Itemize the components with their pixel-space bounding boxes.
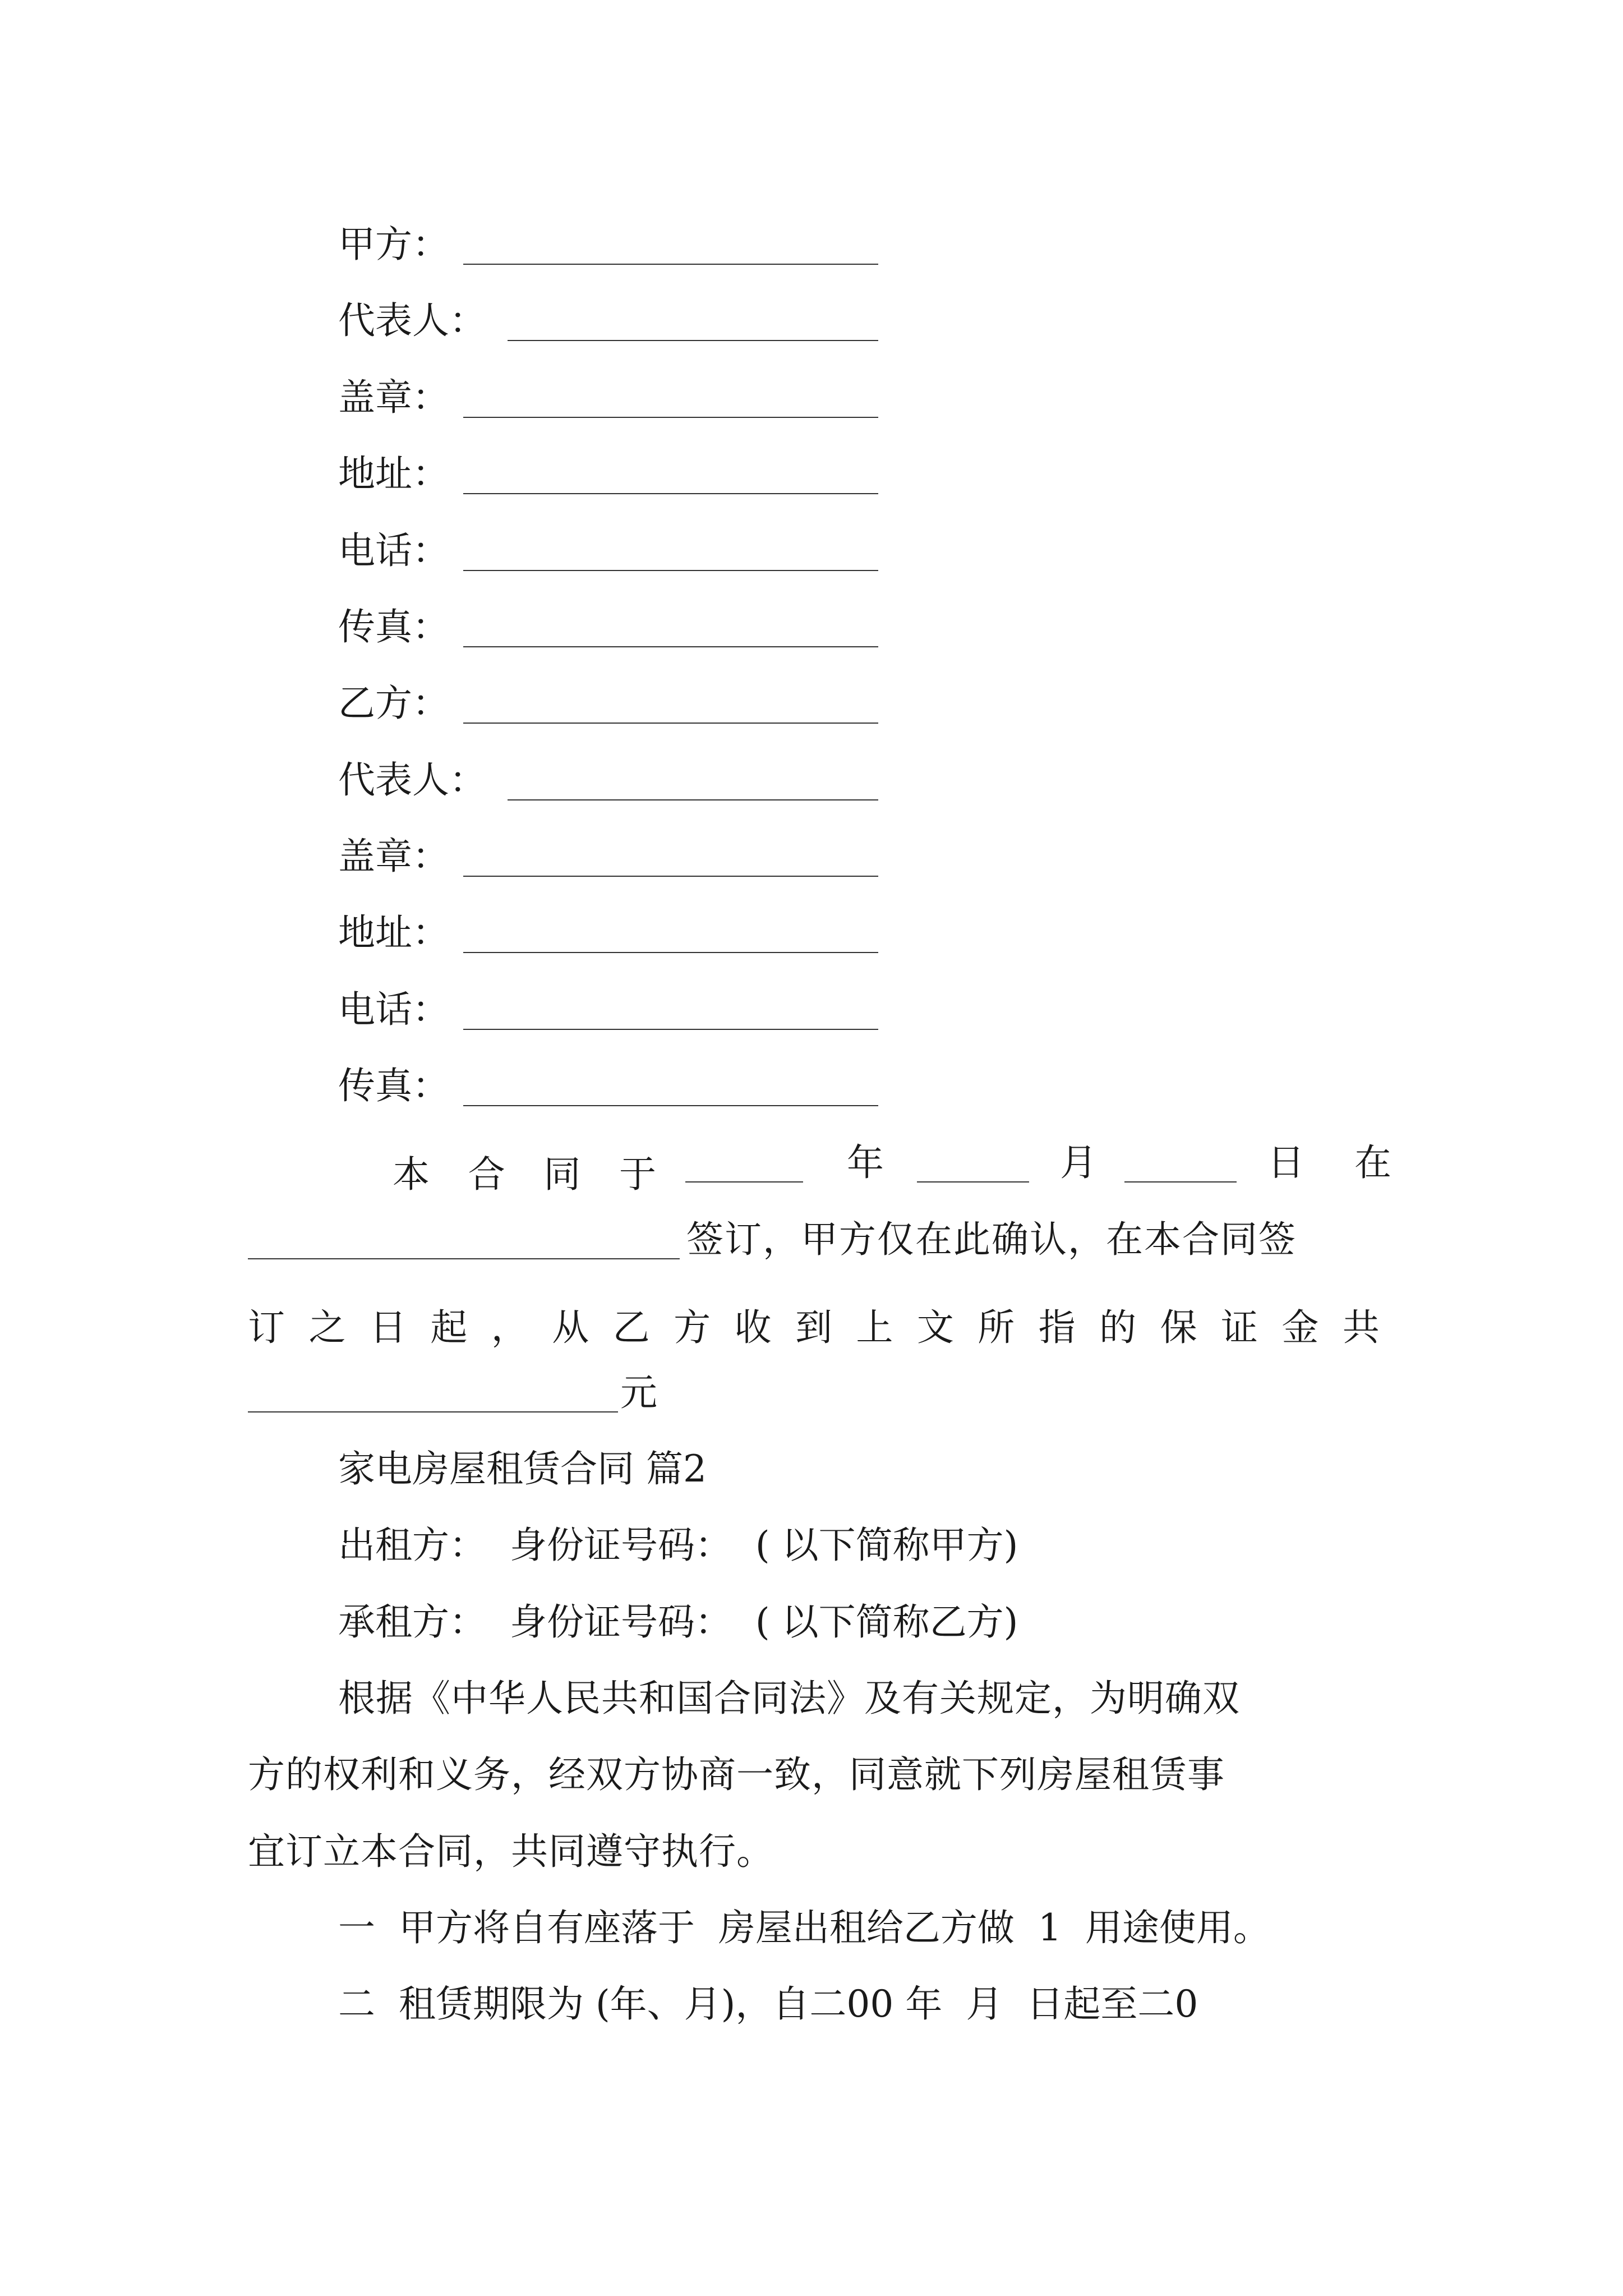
sign-at-label: 在	[1354, 1141, 1391, 1184]
lessee-line: 承租方： 身份证号码： ( 以下简称乙方)	[338, 1600, 1018, 1644]
para1-line-3: 宜订立本合同，共同遵守执行。	[248, 1830, 774, 1873]
lessor-line: 出租方： 身份证号码： ( 以下简称甲方)	[338, 1524, 1018, 1567]
signing-char: ，	[491, 1306, 528, 1349]
signing-char: 起	[430, 1306, 468, 1349]
party-a-rep-blank[interactable]	[508, 340, 878, 341]
sign-year-label: 年	[847, 1141, 884, 1184]
party-b-fax-label: 传真：	[338, 1064, 449, 1107]
signing-char: 本	[393, 1153, 430, 1196]
signing-char: 日	[369, 1306, 407, 1349]
section-2-title: 家电房屋租赁合同 篇2	[338, 1447, 707, 1490]
party-b-rep-label: 代表人：	[338, 758, 486, 802]
party-a-fax-label: 传真：	[338, 605, 449, 648]
signing-line-1-lead	[393, 1144, 656, 1198]
signing-char: 金	[1281, 1306, 1319, 1349]
para1-line-2: 方的权利和义务，经双方协商一致，同意就下列房屋租赁事	[248, 1753, 1225, 1796]
signing-char: 从	[552, 1306, 589, 1349]
party-a-fax-blank[interactable]	[463, 646, 878, 647]
party-b-fax-blank[interactable]	[463, 1105, 878, 1106]
deposit-amount-blank[interactable]	[248, 1411, 618, 1412]
clause-1: 一 甲方将自有座落于 房屋出租给乙方做 1 用途使用。	[338, 1906, 1270, 1949]
party-a-seal-label: 盖章：	[338, 376, 449, 419]
signing-char: 于	[619, 1153, 656, 1196]
signing-char: 之	[308, 1306, 346, 1349]
party-a-name-label: 甲方：	[338, 223, 449, 266]
signing-line-3	[248, 1297, 1380, 1351]
signing-char: 保	[1160, 1306, 1197, 1349]
signing-char: 的	[1099, 1306, 1137, 1349]
signing-char: 乙	[612, 1306, 650, 1349]
signing-char: 上	[856, 1306, 893, 1349]
signing-line-2-text: 签订，甲方仅在此确认，在本合同签	[686, 1218, 1297, 1261]
party-b-address-blank[interactable]	[463, 952, 878, 953]
signing-char: 共	[1342, 1306, 1380, 1349]
sign-place-blank[interactable]	[248, 1258, 680, 1259]
party-a-phone-label: 电话：	[338, 529, 449, 572]
signing-char: 证	[1221, 1306, 1258, 1349]
party-b-phone-blank[interactable]	[463, 1029, 878, 1030]
sign-day-blank[interactable]	[1124, 1181, 1237, 1182]
signing-char: 所	[978, 1306, 1015, 1349]
sign-day-label: 日	[1267, 1141, 1304, 1184]
party-b-seal-blank[interactable]	[463, 876, 878, 877]
signing-char: 收	[734, 1306, 772, 1349]
signing-char: 文	[916, 1306, 954, 1349]
sign-month-blank[interactable]	[917, 1181, 1029, 1182]
deposit-yuan-label: 元	[620, 1371, 657, 1414]
para1-line-1: 根据《中华人民共和国合同法》及有关规定，为明确双	[338, 1677, 1240, 1720]
signing-char: 合	[468, 1153, 505, 1196]
party-a-name-blank[interactable]	[463, 264, 878, 265]
party-a-phone-blank[interactable]	[463, 570, 878, 571]
party-a-rep-label: 代表人：	[338, 299, 486, 342]
clause-2: 二 租赁期限为 (年、月)，自二00 年 月 日起至二0	[338, 1982, 1198, 2026]
party-b-rep-blank[interactable]	[508, 799, 878, 800]
party-a-address-blank[interactable]	[463, 493, 878, 494]
party-a-seal-blank[interactable]	[463, 417, 878, 418]
sign-month-label: 月	[1060, 1141, 1097, 1184]
party-a-address-label: 地址：	[338, 452, 449, 495]
party-b-name-blank[interactable]	[463, 723, 878, 724]
signing-char: 同	[543, 1153, 581, 1196]
party-b-address-label: 地址：	[338, 911, 449, 954]
party-b-name-label: 乙方：	[338, 682, 449, 725]
party-b-phone-label: 电话：	[338, 988, 449, 1031]
party-b-seal-label: 盖章：	[338, 835, 449, 878]
sign-year-blank[interactable]	[685, 1181, 803, 1182]
signing-char: 到	[795, 1306, 832, 1349]
signing-char: 订	[248, 1306, 285, 1349]
signing-char: 指	[1038, 1306, 1076, 1349]
signing-char: 方	[674, 1306, 711, 1349]
